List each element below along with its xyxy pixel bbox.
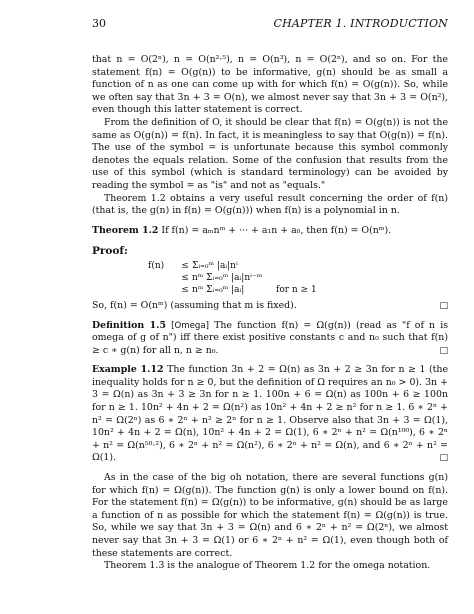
proof-relation: ≤ — [181, 272, 189, 283]
proof-lhs — [148, 284, 178, 296]
running-header — [92, 18, 448, 32]
theorem-statement: If f(n) = aₘnᵐ + ··· + a₁n + a₀, then f(n) = O(nᵐ). — [161, 224, 392, 236]
end-of-definition-mark: □ — [439, 345, 448, 356]
definition-tag: [Omega] — [171, 320, 209, 331]
theorem-label: Theorem 1.2 — [92, 224, 159, 236]
chapter-title: CHAPTER 1. INTRODUCTION — [273, 17, 448, 30]
example-text: The function 3n + 2 = Ω(n) as 3n + 2 ≥ 3n for n ≥ 1 (the inequality holds for n ≥ 0, but the definition of Ω requires an n₀ > 0). 3n + 3 = Ω(n) as 3n + 3 ≥ 3n for n ≥ 1. 100n + 6 = Ω(n) as 100n + 6 ≥ 100n for n ≥ 1. 10n² + 4n + 2 = Ω(n²) as 10n² + 4n + 2 ≥ n² for n ≥ 1. 6 ∗ 2ⁿ + n² = Ω(2ⁿ) as 6 ∗ 2ⁿ + n² ≥ 2ⁿ for n ≥ 1. Observe also that 3n + 3 = Ω(1), 10n² + 4n + 2 = Ω(n), 10n² + 4n + 2 = Ω(1), 6 ∗ 2ⁿ + n² = Ω(n¹⁰⁰), 6 ∗ 2ⁿ + n² = Ω(n⁵⁰·²), 6 ∗ 2ⁿ + n² = Ω(n²), 6 ∗ 2ⁿ + n² = Ω(n), and 6 ∗ 2ⁿ + n² = Ω(1). — [92, 364, 448, 464]
page-body — [92, 54, 448, 573]
proof-rhs: nᵐ Σᵢ₌₀ᵐ |aᵢ| — [192, 284, 245, 295]
proof-label: Proof: — [92, 245, 128, 258]
proof-row — [148, 284, 448, 296]
proof-condition: for n ≥ 1 — [276, 284, 317, 295]
paragraph-equals-symbol: From the definition of O, it should be clear that f(n) = O(g(n)) is not the same as O(g(n)) = f(n). In fact, it is meaningless to say that O(g(n)) = f(n). The use of the symbol = is unfortunate because this symbol commonly denotes the equals relation. Some of the confusion that results from the use of this symbol (which is standard terminology) can be avoided by reading the symbol = as "is" and not as "equals." — [92, 116, 448, 191]
proof-rhs: nᵐ Σᵢ₌₀ᵐ |aᵢ|nⁱ⁻ᵐ — [192, 272, 263, 283]
example-1-12 — [92, 364, 448, 465]
paragraph-theorem-intro: Theorem 1.2 obtains a very useful result concerning the order of f(n) (that is, the g(n) in f(n) = O(g(n))) when f(n) is a polynomial in n. — [92, 192, 448, 217]
proof-row — [148, 272, 448, 284]
proof-derivation — [148, 260, 448, 296]
proof-conclusion-text: So, f(n) = O(nᵐ) (assuming that m is fixed). — [92, 299, 297, 311]
definition-1-5 — [92, 320, 448, 358]
proof-rhs: Σᵢ₌₀ᵐ |aᵢ|nⁱ — [192, 260, 238, 271]
paragraph-omega-informative: As in the case of the big oh notation, there are several functions g(n) for which f(n) = Ω(g(n)). The function g(n) is only a lower bound on f(n). For the statement f(n) = Ω(g(n)) to be informative, g(n) should be as large a function of n as possible for which the statement f(n) = Ω(g(n)) is true. So, while we say that 3n + 3 = Ω(n) and 6 ∗ 2ⁿ + n² = Ω(2ⁿ), we almost never say that 3n + 3 = Ω(1) or 6 ∗ 2ⁿ + n² = Ω(1), even though both of these statements are correct. — [92, 472, 448, 559]
proof-lhs — [148, 272, 178, 284]
proof-relation: ≤ — [181, 260, 189, 271]
end-of-proof-mark: □ — [439, 300, 448, 311]
proof-lhs: f(n) — [148, 260, 165, 271]
proof-row — [148, 260, 448, 272]
paragraph-big-oh-informative: that n = O(2ⁿ), n = O(n²·⁵), n = O(n³), n = O(2ⁿ), and so on. For the statement f(n) = O(g(n)) to be informative, g(n) should be as small a function of n as one can come up with for which f(n) = O(g(n)). So, while we often say that 3n + 3 = O(n), we almost never say that 3n + 3 = O(n²), even though this latter statement is correct. — [92, 54, 448, 116]
theorem-1-2 — [92, 225, 448, 238]
example-label: Example 1.12 — [92, 364, 164, 376]
proof-conclusion — [92, 300, 448, 313]
page-number: 30 — [92, 17, 106, 30]
definition-text: The function f(n) = Ω(g(n)) (read as "f of n is omega of g of n") iff there exist positive constants c and n₀ such that f(n) ≥ c ∗ g(n) for all n, n ≥ n₀. — [92, 319, 449, 356]
paragraph-theorem-1-3-intro: Theorem 1.3 is the analogue of Theorem 1.2 for the omega notation. — [104, 560, 431, 572]
end-of-example-mark: □ — [439, 453, 448, 464]
proof-relation: ≤ — [181, 284, 189, 295]
definition-label: Definition 1.5 — [92, 319, 166, 331]
